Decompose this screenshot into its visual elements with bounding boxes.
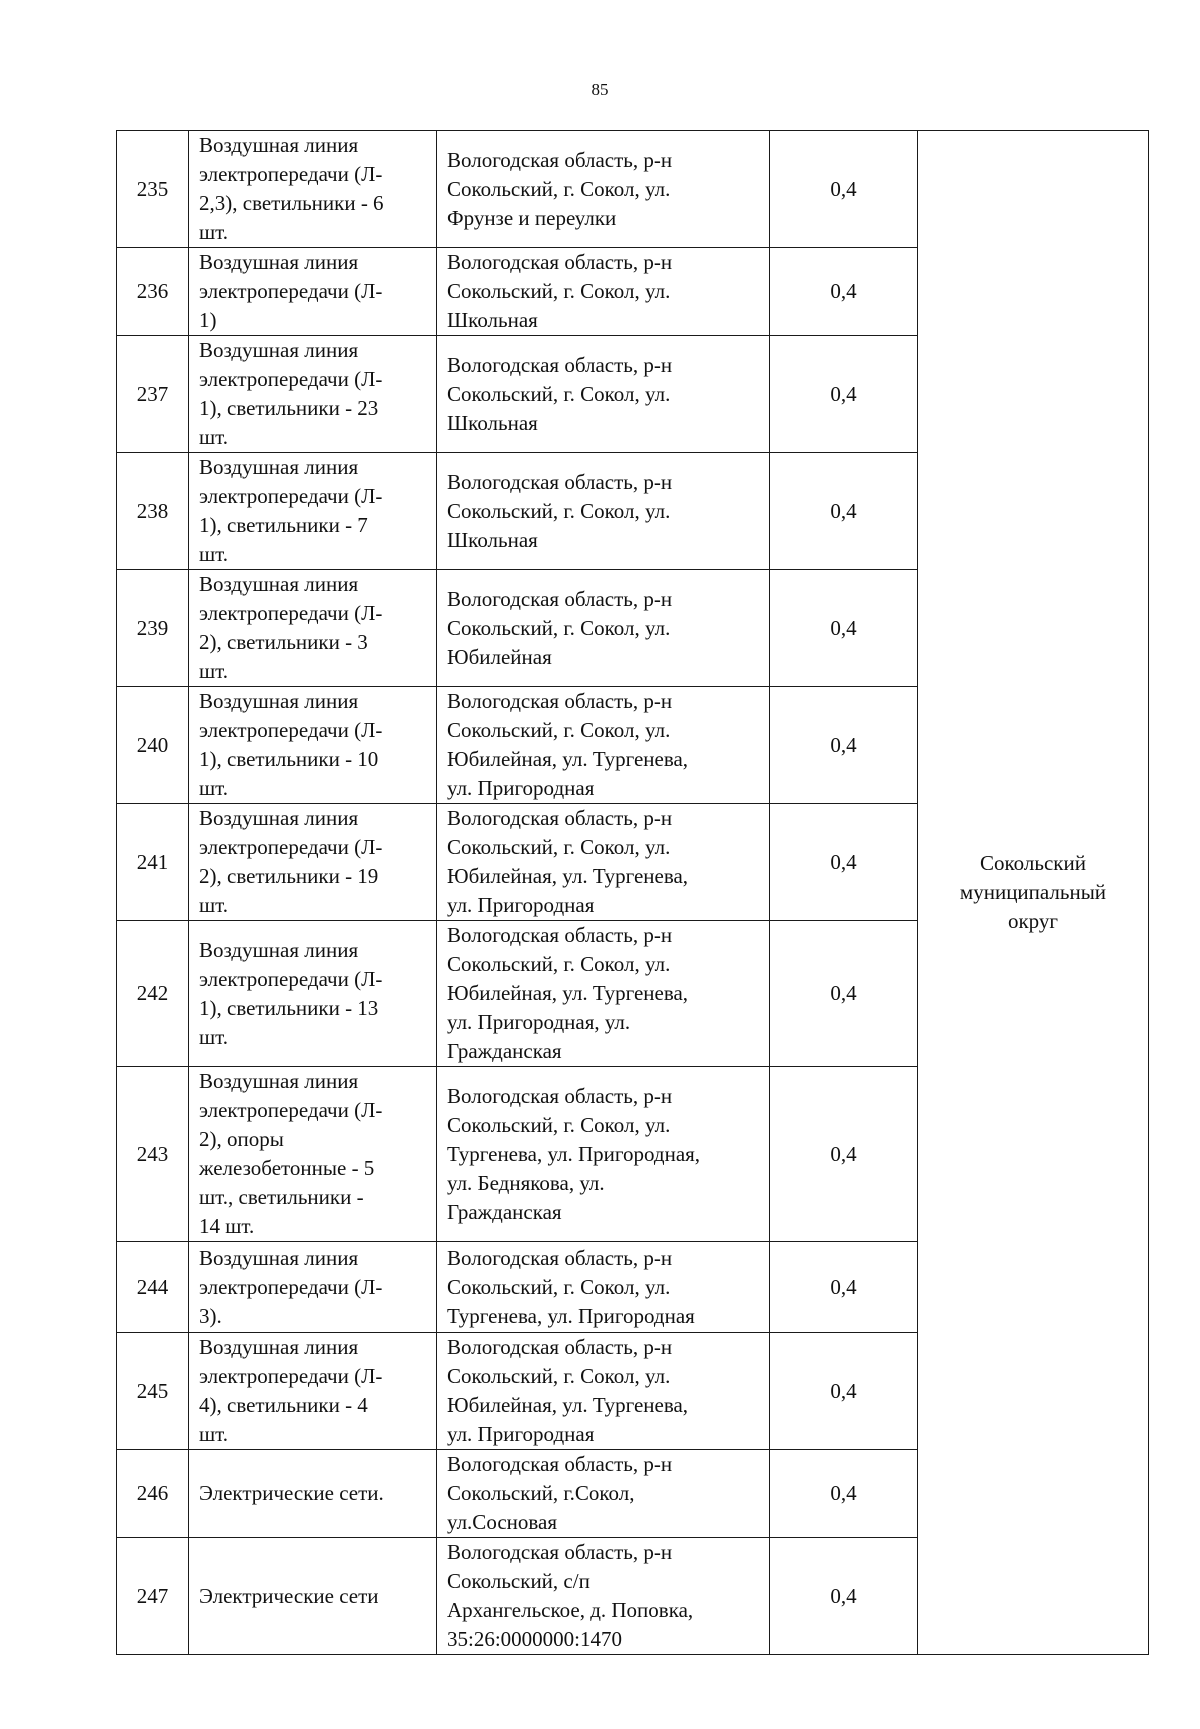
voltage-cell (770, 1333, 918, 1450)
row-number-cell-text: 247 (136, 1583, 169, 1608)
voltage-cell (770, 1450, 918, 1538)
address-cell-text: Вологодская область, р-н Сокольский, г. Сокол, ул. Юбилейная, ул. Тургенева, ул. Пригородная (447, 1335, 689, 1446)
address-cell (437, 1333, 770, 1450)
voltage-cell-text: 0,4 (830, 1274, 857, 1299)
registry-table (116, 130, 1149, 1655)
voltage-cell (770, 1067, 918, 1242)
address-cell-text: Вологодская область, р-н Сокольский, г.Сокол, ул.Сосновая (447, 1452, 673, 1534)
voltage-cell (770, 687, 918, 804)
row-number-cell-text: 241 (136, 849, 169, 874)
object-name-cell-text: Воздушная линия электропередачи (Л- 4), светильники - 4 шт. (199, 1335, 383, 1446)
address-cell (437, 1538, 770, 1655)
voltage-cell-text: 0,4 (830, 1141, 857, 1166)
address-cell-text: Вологодская область, р-н Сокольский, г. Сокол, ул. Школьная (447, 250, 673, 332)
voltage-cell-text: 0,4 (830, 1583, 857, 1608)
row-number-cell (117, 131, 189, 248)
object-name-cell-text: Воздушная линия электропередачи (Л- 3). (199, 1245, 383, 1328)
voltage-cell (770, 921, 918, 1067)
object-name-cell-text: Электрические сети (199, 1583, 379, 1608)
address-cell-text: Вологодская область, р-н Сокольский, с/п Архангельское, д. Поповка, 35:26:0000000:1470 (447, 1540, 694, 1651)
row-number-cell (117, 921, 189, 1067)
row-number-cell (117, 804, 189, 921)
voltage-cell-text: 0,4 (830, 279, 857, 303)
object-name-cell-text: Воздушная линия электропередачи (Л- 2,3), светильники - 6 шт. (199, 133, 384, 244)
row-number-cell-text: 239 (136, 615, 169, 640)
object-name-cell-text: Воздушная линия электропередачи (Л- 1), светильники - 23 шт. (199, 338, 383, 449)
object-name-cell-text: Электрические сети. (199, 1481, 384, 1505)
object-name-cell (189, 453, 437, 570)
owner-cell-text: Сокольский муниципальный округ (959, 851, 1107, 933)
object-name-cell (189, 921, 437, 1067)
object-name-cell (189, 248, 437, 336)
object-name-cell (189, 570, 437, 687)
voltage-cell (770, 248, 918, 336)
row-number-cell-text: 237 (136, 381, 169, 406)
row-number-cell (117, 248, 189, 336)
object-name-cell (189, 804, 437, 921)
row-number-cell-text: 242 (136, 981, 169, 1005)
object-name-cell (189, 336, 437, 453)
address-cell (437, 687, 770, 804)
address-cell (437, 1450, 770, 1538)
page-number: 85 (591, 80, 609, 99)
voltage-cell (770, 1538, 918, 1655)
row-number-cell (117, 1333, 189, 1450)
address-cell-text: Вологодская область, р-н Сокольский, г. Сокол, ул. Юбилейная, ул. Тургенева, ул. Пригородная, ул. Гражданская (447, 923, 689, 1063)
voltage-cell-text: 0,4 (830, 615, 857, 640)
registry-body (117, 131, 1149, 1655)
voltage-cell-text: 0,4 (830, 981, 857, 1005)
address-cell (437, 1067, 770, 1242)
object-name-cell (189, 1538, 437, 1655)
object-name-cell (189, 131, 437, 248)
row-number-cell (117, 570, 189, 687)
address-cell (437, 804, 770, 921)
object-name-cell-text: Воздушная линия электропередачи (Л- 2), светильники - 3 шт. (199, 572, 383, 683)
voltage-cell (770, 1242, 918, 1333)
row-number-cell (117, 1450, 189, 1538)
address-cell (437, 131, 770, 248)
row-number-cell (117, 687, 189, 804)
address-cell-text: Вологодская область, р-н Сокольский, г. Сокол, ул. Тургенева, ул. Пригородная (447, 1245, 695, 1328)
row-number-cell (117, 1538, 189, 1655)
address-cell (437, 248, 770, 336)
row-number-cell-text: 246 (136, 1481, 169, 1505)
table-row (117, 131, 1149, 248)
object-name-cell-text: Воздушная линия электропередачи (Л- 1), светильники - 7 шт. (199, 455, 383, 566)
address-cell-text: Вологодская область, р-н Сокольский, г. Сокол, ул. Школьная (447, 469, 673, 552)
row-number-cell-text: 238 (136, 498, 169, 523)
voltage-cell (770, 131, 918, 248)
row-number-cell-text: 235 (136, 176, 169, 201)
address-cell (437, 453, 770, 570)
address-cell-text: Вологодская область, р-н Сокольский, г. Сокол, ул. Юбилейная, ул. Тургенева, ул. Пригородная (447, 689, 689, 800)
voltage-cell-text: 0,4 (830, 1378, 857, 1403)
row-number-cell-text: 236 (136, 279, 169, 303)
voltage-cell (770, 570, 918, 687)
voltage-cell (770, 804, 918, 921)
voltage-cell-text: 0,4 (830, 849, 857, 874)
address-cell (437, 336, 770, 453)
object-name-cell-text: Воздушная линия электропередачи (Л- 1), светильники - 13 шт. (199, 937, 383, 1049)
object-name-cell-text: Воздушная линия электропередачи (Л- 2), светильники - 19 шт. (199, 806, 383, 917)
row-number-cell-text: 240 (136, 732, 169, 757)
row-number-cell-text: 244 (136, 1274, 169, 1299)
voltage-cell-text: 0,4 (830, 732, 857, 757)
address-cell-text: Вологодская область, р-н Сокольский, г. Сокол, ул. Юбилейная, ул. Тургенева, ул. Пригородная (447, 806, 689, 917)
voltage-cell (770, 336, 918, 453)
object-name-cell-text: Воздушная линия электропередачи (Л- 2), опоры железобетонные - 5 шт., светильники - 14 шт. (199, 1069, 383, 1238)
voltage-cell-text: 0,4 (830, 498, 857, 523)
object-name-cell-text: Воздушная линия электропередачи (Л- 1), светильники - 10 шт. (199, 689, 383, 800)
row-number-cell (117, 1067, 189, 1242)
address-cell (437, 1242, 770, 1333)
object-name-cell-text: Воздушная линия электропередачи (Л- 1) (199, 250, 383, 332)
voltage-cell-text: 0,4 (830, 1481, 857, 1505)
voltage-cell-text: 0,4 (830, 176, 857, 201)
object-name-cell (189, 1333, 437, 1450)
voltage-cell (770, 453, 918, 570)
voltage-cell-text: 0,4 (830, 381, 857, 406)
object-name-cell (189, 1450, 437, 1538)
owner-cell (918, 131, 1149, 1655)
address-cell (437, 921, 770, 1067)
object-name-cell (189, 1242, 437, 1333)
row-number-cell (117, 453, 189, 570)
row-number-cell-text: 245 (136, 1378, 169, 1403)
address-cell-text: Вологодская область, р-н Сокольский, г. Сокол, ул. Юбилейная (447, 586, 673, 669)
row-number-cell (117, 1242, 189, 1333)
address-cell-text: Вологодская область, р-н Сокольский, г. Сокол, ул. Фрунзе и переулки (447, 147, 673, 230)
row-number-cell (117, 336, 189, 453)
address-cell (437, 570, 770, 687)
address-cell-text: Вологодская область, р-н Сокольский, г. Сокол, ул. Школьная (447, 352, 673, 435)
object-name-cell (189, 1067, 437, 1242)
address-cell-text: Вологодская область, р-н Сокольский, г. Сокол, ул. Тургенева, ул. Пригородная, ул. Беднякова, ул. Гражданская (447, 1083, 701, 1224)
object-name-cell (189, 687, 437, 804)
row-number-cell-text: 243 (136, 1141, 169, 1166)
